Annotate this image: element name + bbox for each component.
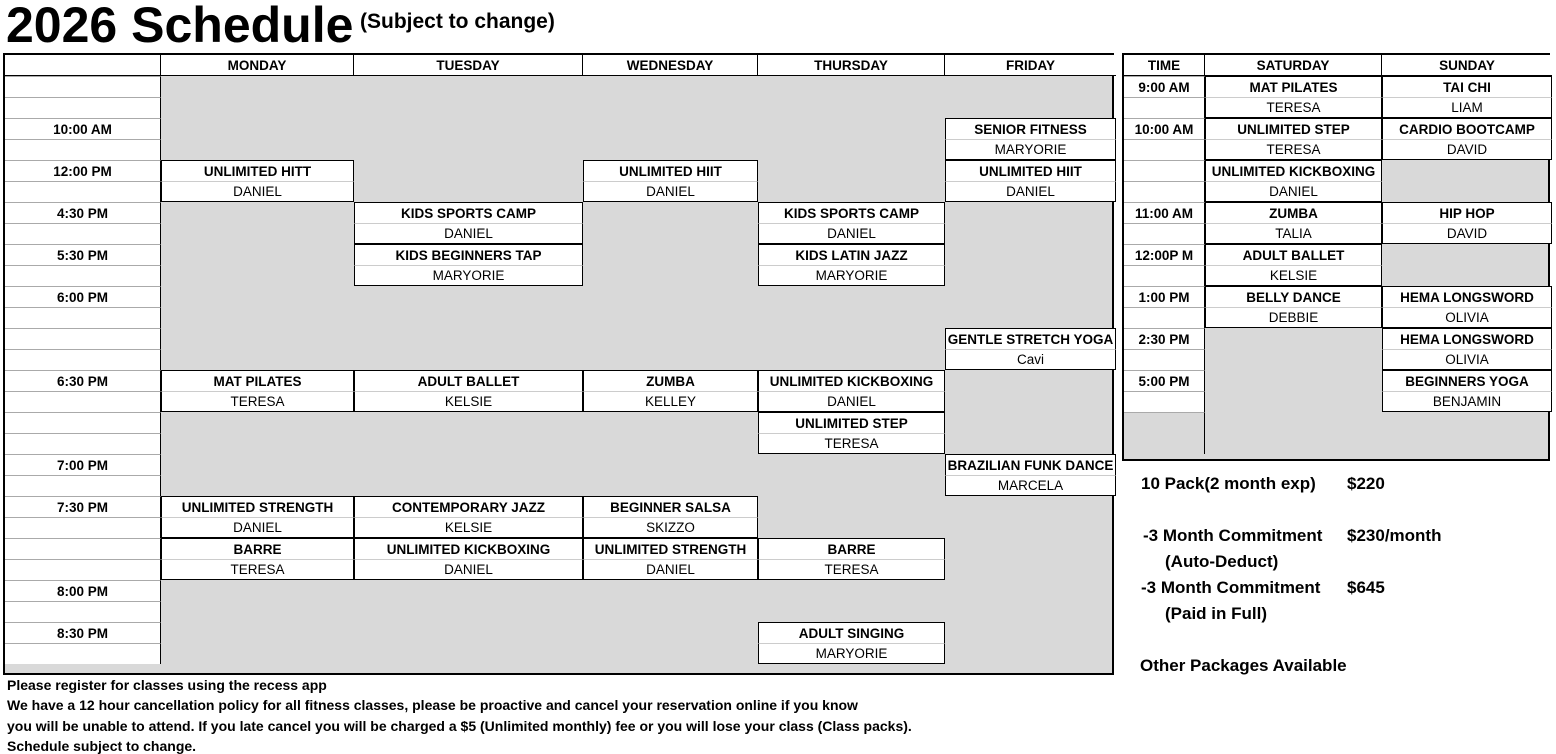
header-monday: MONDAY — [161, 55, 354, 76]
class-name: ADULT SINGING — [758, 622, 945, 643]
weekend-schedule-table — [1122, 53, 1550, 461]
class-name: BEGINNER SALSA — [583, 496, 758, 517]
time-label: 6:30 PM — [5, 370, 161, 391]
class-name: UNLIMITED STEP — [758, 412, 945, 433]
time-cell-empty — [1124, 139, 1205, 160]
time-label: 4:30 PM — [5, 202, 161, 223]
class-instructor: TERESA — [1205, 97, 1382, 118]
time-cell-empty — [5, 475, 161, 496]
time-cell-empty — [5, 433, 161, 454]
class-instructor: KELLEY — [583, 391, 758, 412]
class-instructor: DAVID — [1382, 139, 1552, 160]
class-name: BEGINNERS YOGA — [1382, 370, 1552, 391]
class-name: ZUMBA — [583, 370, 758, 391]
header-time: TIME — [1124, 55, 1205, 76]
class-instructor: TERESA — [758, 433, 945, 454]
class-instructor: MARCELA — [945, 475, 1116, 496]
time-cell-empty — [5, 76, 161, 97]
time-label: 6:00 PM — [5, 286, 161, 307]
class-instructor: DANIEL — [583, 181, 758, 202]
class-instructor: KELSIE — [354, 517, 583, 538]
class-instructor: DANIEL — [161, 517, 354, 538]
time-cell-empty — [5, 538, 161, 559]
class-name: UNLIMITED HIIT — [945, 160, 1116, 181]
class-name: BELLY DANCE — [1205, 286, 1382, 307]
class-instructor: TERESA — [758, 559, 945, 580]
class-instructor: KELSIE — [354, 391, 583, 412]
class-name: BRAZILIAN FUNK DANCE — [945, 454, 1116, 475]
header-tuesday: TUESDAY — [354, 55, 583, 76]
class-instructor: DANIEL — [354, 559, 583, 580]
class-instructor: Cavi — [945, 349, 1116, 370]
class-name: BARRE — [161, 538, 354, 559]
time-label: 8:30 PM — [5, 622, 161, 643]
class-name: CONTEMPORARY JAZZ — [354, 496, 583, 517]
pricing-label-1: 10 Pack(2 month exp) — [1141, 474, 1316, 493]
time-cell-empty — [5, 412, 161, 433]
header-thursday: THURSDAY — [758, 55, 945, 76]
time-label: 1:00 PM — [1124, 286, 1205, 307]
pricing-price-1: $220 — [1347, 474, 1385, 493]
class-instructor: TERESA — [1205, 139, 1382, 160]
class-instructor: BENJAMIN — [1382, 391, 1552, 412]
class-name: ADULT BALLET — [1205, 244, 1382, 265]
class-name: UNLIMITED HIIT — [583, 160, 758, 181]
class-name: HEMA LONGSWORD — [1382, 328, 1552, 349]
time-label: 11:00 AM — [1124, 202, 1205, 223]
class-name: SENIOR FITNESS — [945, 118, 1116, 139]
time-cell-empty — [5, 328, 161, 349]
pricing-price-3: $645 — [1347, 578, 1385, 597]
class-name: UNLIMITED KICKBOXING — [758, 370, 945, 391]
time-cell-empty — [1124, 307, 1205, 328]
time-cell-empty — [5, 181, 161, 202]
weekday-schedule-table — [3, 53, 1114, 675]
class-instructor: MARYORIE — [758, 265, 945, 286]
time-cell-empty — [5, 349, 161, 370]
class-instructor: DANIEL — [1205, 181, 1382, 202]
time-cell-empty — [5, 391, 161, 412]
time-label: 7:30 PM — [5, 496, 161, 517]
class-instructor: DANIEL — [945, 181, 1116, 202]
page-title: 2026 Schedule — [6, 0, 354, 53]
time-label: 9:00 AM — [1124, 76, 1205, 97]
class-name: HIP HOP — [1382, 202, 1552, 223]
class-instructor: MARYORIE — [945, 139, 1116, 160]
class-name: UNLIMITED KICKBOXING — [354, 538, 583, 559]
class-name: KIDS BEGINNERS TAP — [354, 244, 583, 265]
class-name: ADULT BALLET — [354, 370, 583, 391]
class-instructor: MARYORIE — [354, 265, 583, 286]
time-cell-empty — [5, 307, 161, 328]
class-name: UNLIMITED STRENGTH — [161, 496, 354, 517]
time-cell-empty — [1124, 349, 1205, 370]
pricing-price-2: $230/month — [1347, 526, 1442, 545]
time-cell-empty — [5, 517, 161, 538]
other-packages: Other Packages Available — [1140, 656, 1347, 675]
time-cell-empty — [1124, 265, 1205, 286]
class-name: UNLIMITED KICKBOXING — [1205, 160, 1382, 181]
time-label: 8:00 PM — [5, 580, 161, 601]
footer-line-4: Schedule subject to change. — [7, 738, 197, 754]
footer-line-1: Please register for classes using the recess app — [7, 677, 327, 693]
class-instructor: DAVID — [1382, 223, 1552, 244]
class-name: UNLIMITED HITT — [161, 160, 354, 181]
weekday-header-corner — [5, 55, 161, 76]
time-label: 10:00 AM — [1124, 118, 1205, 139]
class-name: ZUMBA — [1205, 202, 1382, 223]
time-cell-empty — [5, 559, 161, 580]
class-instructor: DANIEL — [354, 223, 583, 244]
header-friday: FRIDAY — [945, 55, 1116, 76]
class-name: KIDS LATIN JAZZ — [758, 244, 945, 265]
class-instructor: DANIEL — [758, 391, 945, 412]
class-name: KIDS SPORTS CAMP — [758, 202, 945, 223]
class-instructor: TALIA — [1205, 223, 1382, 244]
class-instructor: MARYORIE — [758, 643, 945, 664]
time-label: 12:00P M — [1124, 244, 1205, 265]
class-name: UNLIMITED STEP — [1205, 118, 1382, 139]
class-name: HEMA LONGSWORD — [1382, 286, 1552, 307]
page-subtitle: (Subject to change) — [360, 10, 555, 33]
class-instructor: TERESA — [161, 559, 354, 580]
pricing-label-2: -3 Month Commitment — [1143, 526, 1323, 545]
class-instructor: KELSIE — [1205, 265, 1382, 286]
header-saturday: SATURDAY — [1205, 55, 1382, 76]
time-label: 5:30 PM — [5, 244, 161, 265]
class-name: TAI CHI — [1382, 76, 1552, 97]
time-cell-empty — [1124, 97, 1205, 118]
class-name: BARRE — [758, 538, 945, 559]
time-label — [1124, 160, 1205, 181]
time-cell-empty — [5, 643, 161, 664]
pricing-note-3: (Paid in Full) — [1165, 604, 1267, 623]
class-name: GENTLE STRETCH YOGA — [945, 328, 1116, 349]
time-label: 2:30 PM — [1124, 328, 1205, 349]
class-instructor: DEBBIE — [1205, 307, 1382, 328]
class-instructor: DANIEL — [758, 223, 945, 244]
class-instructor: SKIZZO — [583, 517, 758, 538]
time-label: 5:00 PM — [1124, 370, 1205, 391]
time-label: 7:00 PM — [5, 454, 161, 475]
time-label: 10:00 AM — [5, 118, 161, 139]
time-cell-empty — [5, 265, 161, 286]
time-cell-empty — [5, 139, 161, 160]
pricing-label-3: -3 Month Commitment — [1141, 578, 1321, 597]
class-instructor: DANIEL — [161, 181, 354, 202]
class-name: MAT PILATES — [161, 370, 354, 391]
footer-line-2: We have a 12 hour cancellation policy for all fitness classes, please be proactive and cancel your reservation online if you know — [7, 697, 858, 713]
time-cell-empty — [5, 97, 161, 118]
class-instructor: DANIEL — [583, 559, 758, 580]
class-name: UNLIMITED STRENGTH — [583, 538, 758, 559]
class-instructor: OLIVIA — [1382, 307, 1552, 328]
class-name: CARDIO BOOTCAMP — [1382, 118, 1552, 139]
header-sunday: SUNDAY — [1382, 55, 1552, 76]
header-wednesday: WEDNESDAY — [583, 55, 758, 76]
class-name: MAT PILATES — [1205, 76, 1382, 97]
class-name: KIDS SPORTS CAMP — [354, 202, 583, 223]
time-cell-empty — [1124, 412, 1205, 454]
class-instructor: TERESA — [161, 391, 354, 412]
pricing-note-2: (Auto-Deduct) — [1165, 552, 1279, 571]
time-cell-empty — [5, 601, 161, 622]
class-instructor: OLIVIA — [1382, 349, 1552, 370]
time-cell-empty — [1124, 391, 1205, 412]
time-cell-empty — [1124, 223, 1205, 244]
class-instructor: LIAM — [1382, 97, 1552, 118]
time-cell-empty — [1124, 181, 1205, 202]
time-label: 12:00 PM — [5, 160, 161, 181]
footer-line-3: you will be unable to attend. If you late cancel you will be charged a $5 (Unlimited monthly) fee or you will lose your class (Class packs). — [7, 718, 912, 734]
time-cell-empty — [5, 223, 161, 244]
